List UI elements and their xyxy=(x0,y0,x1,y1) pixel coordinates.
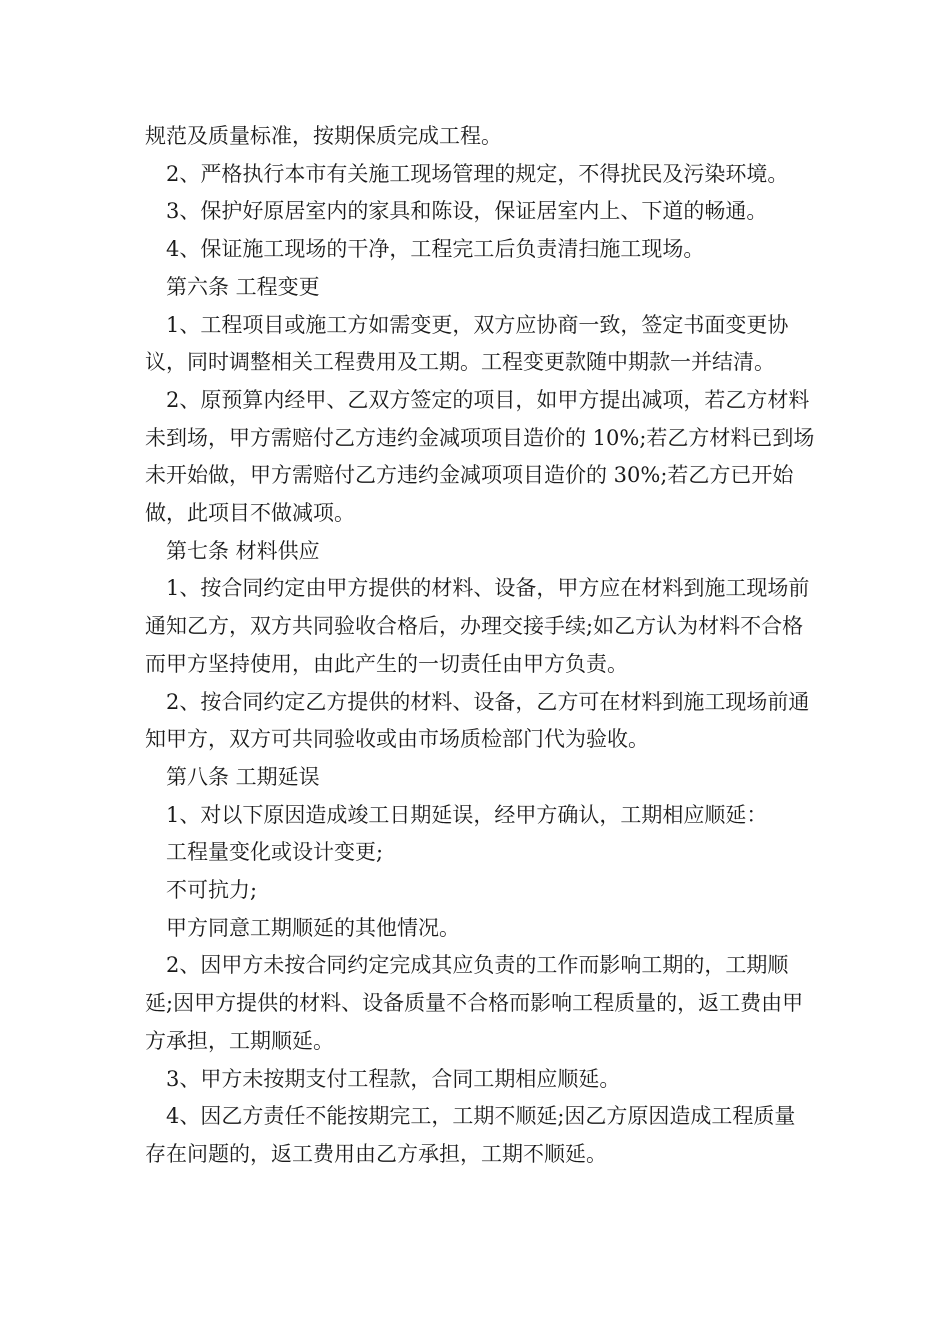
heading-article-7: 第七条 材料供应 xyxy=(166,538,320,563)
paragraph-article-8-sub-b: 不可抗力; xyxy=(166,878,258,903)
paragraph-article-8-item-2: 2、因甲方未按合同约定完成其应负责的工作而影响工期的，工期顺延;因甲方提供的材料、设备质量不合格而影响工程质量的，返工费由甲方承担，工期顺延。 xyxy=(145,953,804,1053)
paragraph-article-8-sub-a: 工程量变化或设计变更; xyxy=(166,840,384,865)
paragraph-continuation: 规范及质量标准，按期保质完成工程。 xyxy=(145,124,502,148)
heading-article-6: 第六条 工程变更 xyxy=(166,274,320,299)
paragraph-clause-5-item-3: 3、保护好原居室内的家具和陈设，保证居室内上、下道的畅通。 xyxy=(166,199,768,224)
paragraph-article-6-item-2: 2、原预算内经甲、乙双方签定的项目，如甲方提出减项，若乙方材料未到场，甲方需赔付乙方违约金减项项目造价的 10%;若乙方材料已到场未开始做，甲方需赔付乙方违约金减项项目造价的 30%;若乙方已开始做，此项目不做减项。 xyxy=(145,387,815,526)
paragraph-article-8-sub-c: 甲方同意工期顺延的其他情况。 xyxy=(166,915,460,940)
paragraph-article-6-item-1: 1、工程项目或施工方如需变更，双方应协商一致，签定书面变更协议，同时调整相关工程费用及工期。工程变更款随中期款一并结清。 xyxy=(145,312,789,375)
paragraph-article-8-item-4: 4、因乙方责任不能按期完工，工期不顺延;因乙方原因造成工程质量存在问题的，返工费用由乙方承担，工期不顺延。 xyxy=(145,1104,796,1166)
paragraph-clause-5-item-2: 2、严格执行本市有关施工现场管理的规定，不得扰民及污染环境。 xyxy=(166,161,789,186)
paragraph-clause-5-item-4: 4、保证施工现场的干净，工程完工后负责清扫施工现场。 xyxy=(166,237,705,262)
paragraph-article-8-item-3: 3、甲方未按期支付工程款，合同工期相应顺延。 xyxy=(166,1066,621,1091)
document-body xyxy=(145,118,815,1174)
paragraph-article-7-item-1: 1、按合同约定由甲方提供的材料、设备，甲方应在材料到施工现场前通知乙方，双方共同验收合格后，办理交接手续;如乙方认为材料不合格而甲方坚持使用，由此产生的一切责任由甲方负责。 xyxy=(145,576,810,676)
paragraph-article-8-item-1: 1、对以下原因造成竣工日期延误，经甲方确认，工期相应顺延： xyxy=(166,802,768,827)
heading-article-8: 第八条 工期延误 xyxy=(166,764,320,789)
paragraph-article-7-item-2: 2、按合同约定乙方提供的材料、设备，乙方可在材料到施工现场前通知甲方，双方可共同验收或由市场质检部门代为验收。 xyxy=(145,689,810,752)
